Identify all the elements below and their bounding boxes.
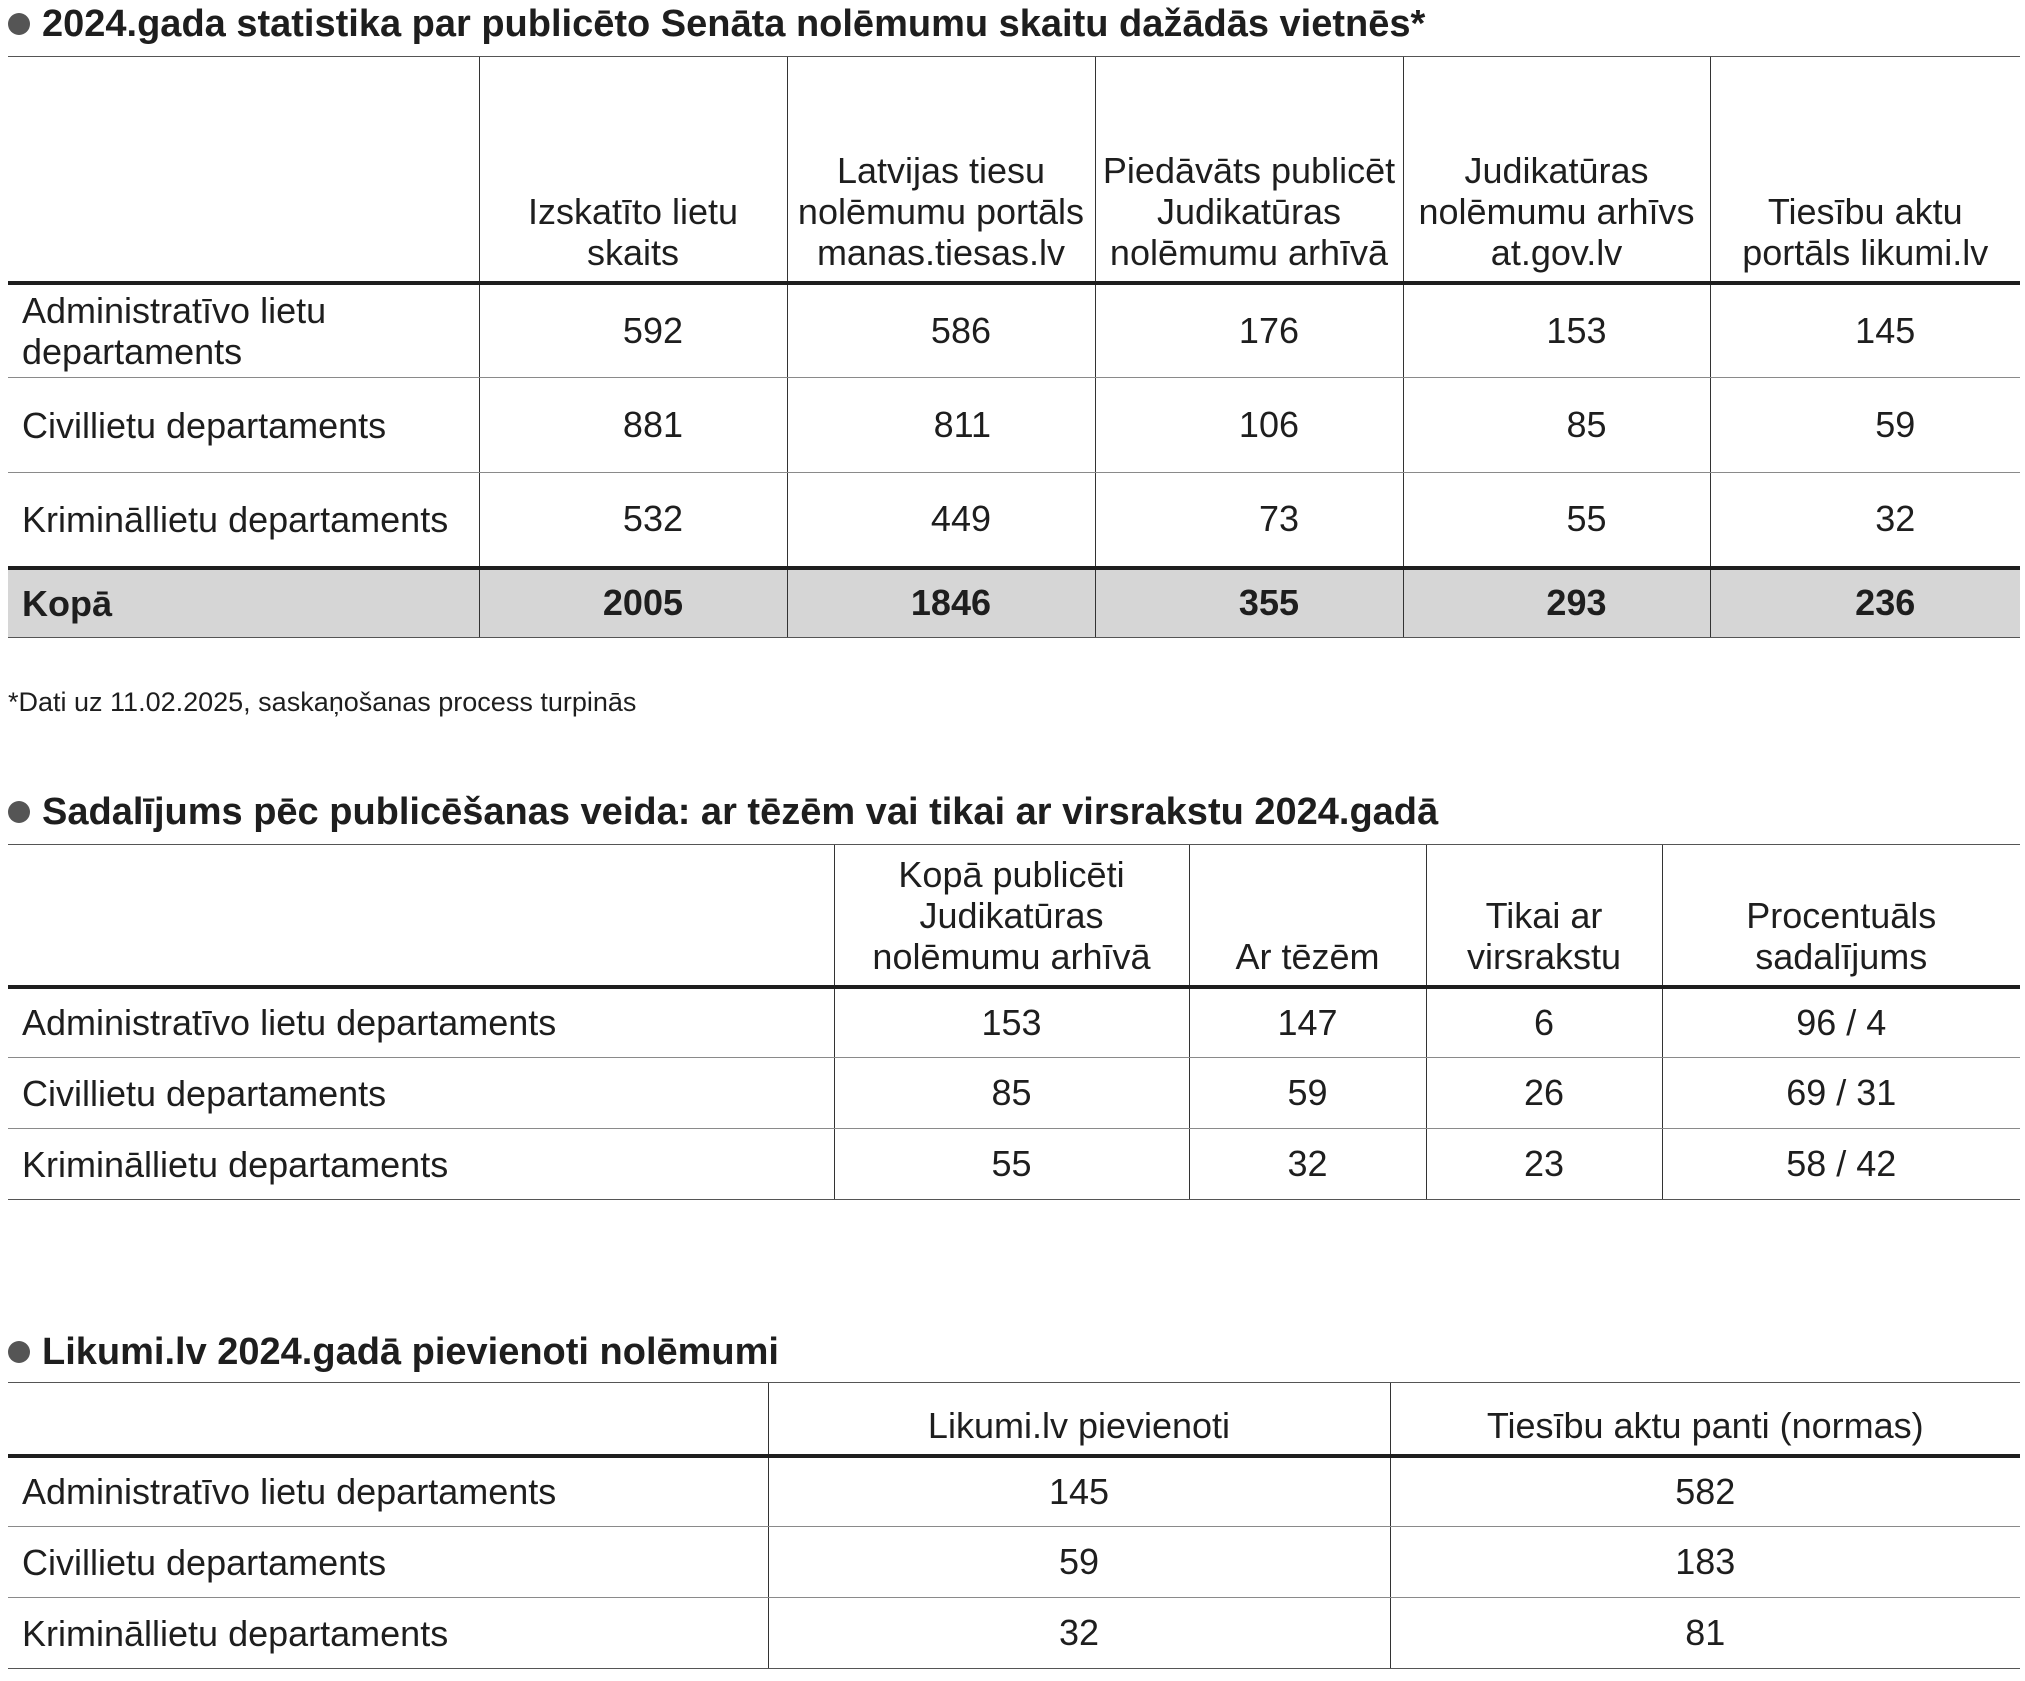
column-header: Judikatūras nolēmumu arhīvs at.gov.lv bbox=[1403, 57, 1710, 283]
table-cell: 881 bbox=[479, 378, 787, 473]
total-cell: 1846 bbox=[787, 568, 1095, 638]
table-row bbox=[8, 473, 2020, 568]
table-cell: 532 bbox=[479, 473, 787, 568]
table-cell: 32 bbox=[768, 1598, 1390, 1669]
footnote: *Dati uz 11.02.2025, saskaņošanas process turpinās bbox=[8, 687, 637, 717]
section-title bbox=[8, 2, 1425, 46]
table-row bbox=[8, 987, 2020, 1058]
column-header: Izskatīto lietu skaits bbox=[479, 57, 787, 283]
total-row bbox=[8, 568, 2020, 638]
row-label: Civillietu departaments bbox=[8, 1058, 834, 1129]
bullet-icon bbox=[8, 801, 30, 823]
column-header: Ar tēzēm bbox=[1189, 845, 1426, 987]
row-label: Civillietu departaments bbox=[8, 1527, 768, 1598]
table-cell: 69 / 31 bbox=[1662, 1058, 2020, 1129]
table-row bbox=[8, 1129, 2020, 1200]
table-cell: 55 bbox=[834, 1129, 1189, 1200]
publication-stats-table bbox=[8, 56, 2020, 638]
table-cell: 582 bbox=[1390, 1456, 2020, 1527]
row-label: Administratīvo lietu departaments bbox=[8, 987, 834, 1058]
empty-header-cell bbox=[8, 1383, 768, 1456]
table-cell: 106 bbox=[1095, 378, 1403, 473]
column-header: Kopā publicēti Judikatūras nolēmumu arhīvā bbox=[834, 845, 1189, 987]
table-cell: 153 bbox=[834, 987, 1189, 1058]
table-cell: 32 bbox=[1189, 1129, 1426, 1200]
table-cell: 59 bbox=[1189, 1058, 1426, 1129]
section-title bbox=[8, 1330, 779, 1374]
row-label: Administratīvo lietu departaments bbox=[8, 1456, 768, 1527]
publication-type-table bbox=[8, 844, 2020, 1200]
table-cell: 32 bbox=[1710, 473, 2020, 568]
column-header: Procentuāls sadalījums bbox=[1662, 845, 2020, 987]
total-cell: 355 bbox=[1095, 568, 1403, 638]
empty-header-cell bbox=[8, 845, 834, 987]
table-cell: 55 bbox=[1403, 473, 1710, 568]
row-label: Krimināllietu departaments bbox=[8, 1598, 768, 1669]
bullet-icon bbox=[8, 1341, 30, 1363]
table-cell: 96 / 4 bbox=[1662, 987, 2020, 1058]
table-cell: 183 bbox=[1390, 1527, 2020, 1598]
section-title bbox=[8, 790, 1438, 834]
total-cell: 236 bbox=[1710, 568, 2020, 638]
column-header: Latvijas tiesu nolēmumu portāls manas.tiesas.lv bbox=[787, 57, 1095, 283]
empty-header-cell bbox=[8, 57, 479, 283]
bullet-icon bbox=[8, 13, 30, 35]
section-title-text: Sadalījums pēc publicēšanas veida: ar tēzēm vai tikai ar virsrakstu 2024.gadā bbox=[42, 791, 1439, 833]
table-row bbox=[8, 1598, 2020, 1669]
table-cell: 23 bbox=[1426, 1129, 1662, 1200]
row-label: Krimināllietu departaments bbox=[22, 498, 449, 540]
table-row bbox=[8, 378, 2020, 473]
table-cell: 586 bbox=[787, 283, 1095, 378]
column-header: Tiesību aktu panti (normas) bbox=[1390, 1383, 2020, 1456]
table-cell: 811 bbox=[787, 378, 1095, 473]
table-cell: 145 bbox=[1710, 283, 2020, 378]
table-cell: 58 / 42 bbox=[1662, 1129, 2020, 1200]
total-label: Kopā bbox=[8, 568, 479, 638]
table-cell: 153 bbox=[1403, 283, 1710, 378]
table-cell: 85 bbox=[1403, 378, 1710, 473]
row-label: Administratīvo lietu departaments bbox=[8, 283, 479, 378]
table-cell: 176 bbox=[1095, 283, 1403, 378]
table-cell: 147 bbox=[1189, 987, 1426, 1058]
table-cell: 592 bbox=[479, 283, 787, 378]
table-cell: 6 bbox=[1426, 987, 1662, 1058]
table-row bbox=[8, 283, 2020, 378]
column-header: Tikai ar virsrakstu bbox=[1426, 845, 1662, 987]
column-header: Likumi.lv pievienoti bbox=[768, 1383, 1390, 1456]
column-header: Piedāvāts publicēt Judikatūras nolēmumu arhīvā bbox=[1095, 57, 1403, 283]
table-cell: 59 bbox=[1710, 378, 2020, 473]
table-row bbox=[8, 1456, 2020, 1527]
total-cell: 293 bbox=[1403, 568, 1710, 638]
table-cell: 59 bbox=[768, 1527, 1390, 1598]
section-title-text: 2024.gada statistika par publicēto Senāta nolēmumu skaitu dažādās vietnēs* bbox=[42, 3, 1426, 45]
row-label: Civillietu departaments bbox=[8, 378, 479, 473]
row-label: Krimināllietu departaments bbox=[8, 1129, 834, 1200]
column-header: Tiesību aktu portāls likumi.lv bbox=[1710, 57, 2020, 283]
table-cell: 85 bbox=[834, 1058, 1189, 1129]
table-row bbox=[8, 1058, 2020, 1129]
likumi-table bbox=[8, 1382, 2020, 1669]
section-title-text: Likumi.lv 2024.gadā pievienoti nolēmumi bbox=[42, 1331, 779, 1373]
table-cell: 26 bbox=[1426, 1058, 1662, 1129]
table-cell: 449 bbox=[787, 473, 1095, 568]
table-cell: 145 bbox=[768, 1456, 1390, 1527]
total-cell: 2005 bbox=[479, 568, 787, 638]
table-row bbox=[8, 1527, 2020, 1598]
table-cell: 81 bbox=[1390, 1598, 2020, 1669]
table-cell: 73 bbox=[1095, 473, 1403, 568]
